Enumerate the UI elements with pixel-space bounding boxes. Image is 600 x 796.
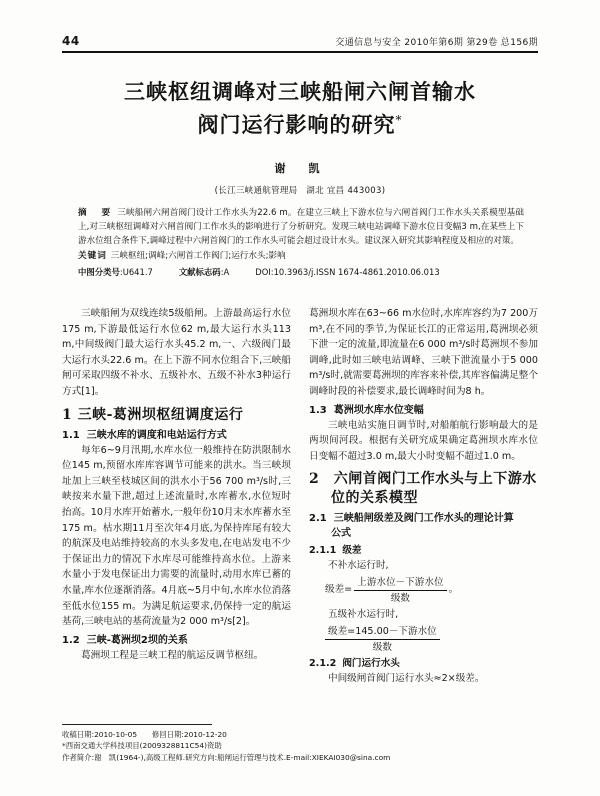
condition-five-level-supply: 五级补水运行时, [328, 608, 399, 620]
section-1-1-title: 三峡水库的调度和电站运行方式 [86, 429, 227, 441]
clc-group: 中图分类号:U641.7 [78, 266, 153, 277]
formula-1-denominator: 级数 [390, 592, 410, 604]
section-2-1-title-line-1: 三峡船闸级差及阀门工作水头的理论计算 [333, 513, 514, 525]
formula-2-fraction [325, 625, 440, 654]
author-name: 谢 凯 [274, 162, 326, 175]
section-2-title-line-1: 2 六闸首阀门工作水头与上下游水 [309, 471, 537, 488]
formula-2-denominator: 级数 [372, 641, 392, 653]
section-2-1-2-heading [309, 656, 538, 671]
abstract-paragraph [78, 206, 524, 249]
section-2-1-2-paragraph: 中间级闸首阀门运行水头≈2×级差。 [328, 672, 485, 684]
section-2-1-2-number: 2.1.2 [309, 657, 337, 669]
right-continuation-paragraph: 葛洲坝水库在63~66 m水位时,水库库容约为7 200万m³,在不同的季节,为保证长江的正常运用,葛洲坝必须下泄一定的流量,即流量在6 000 m³/s时葛洲坝不参加调峰,此时如三峡电站调峰、三峡下泄流量小于5 000 m³/s时,就需要葛洲坝的库容来补偿,其库容偏满足整个调峰时段的补偿要求,最长调峰时间为8 h。 [309, 308, 538, 397]
title-footnote-mark: * [395, 113, 403, 127]
right-column [309, 306, 538, 736]
footnote-dates: 收稿日期:2010-10-05 修回日期:2010-12-20 [62, 730, 227, 739]
section-2-1-title-line-2: 公式 [331, 528, 351, 540]
title-line-2 [62, 106, 538, 139]
footnote-rule [62, 724, 212, 725]
section-1-3-number: 1.3 [309, 404, 327, 416]
body-columns [62, 306, 538, 736]
header-rule [62, 51, 538, 53]
section-1-2-title: 三峡-葛洲坝2坝的关系 [86, 634, 188, 646]
classification-line [78, 265, 524, 279]
section-2-1-heading [309, 511, 538, 541]
section-2-title-line-2: 位的关系模型 [331, 490, 418, 507]
keywords-text: 三峡枢纽;调峰;六闸首工作阀门;运行水头;影响 [110, 250, 286, 261]
author-affiliation: (长江三峡通航管理局 湖北 宜昌 443003) [214, 186, 386, 196]
formula-2-numerator: 级差=145.00－下游水位 [325, 625, 440, 640]
doc-code-group: 文献标志码:A [178, 266, 230, 277]
left-column [62, 306, 291, 736]
clc-value: U641.7 [122, 266, 153, 277]
abstract-block [78, 206, 524, 279]
section-1-3-heading [309, 403, 538, 418]
received-label: 收稿日期 [62, 730, 92, 739]
title-line-1: 三峡枢纽调峰对三峡船闸六闸首输水 [124, 79, 476, 104]
running-head [62, 34, 538, 48]
abstract-label: 摘 要 [78, 208, 114, 218]
footnote-block [62, 729, 538, 763]
section-1-3-title: 葛洲坝水库水位变幅 [333, 404, 424, 416]
section-1-2-heading [62, 633, 291, 648]
formula-1-fraction [354, 576, 446, 605]
section-1-1-heading [62, 428, 291, 443]
condition-no-supply: 不补水运行时, [328, 560, 389, 572]
footnote-author-note: 作者简介:谢 凯(1964-),高级工程师.研究方向:船闸运行管理与技术.E-mail:XIEKAI030@sina.com [62, 752, 391, 762]
title-line-2-text: 阀门运行影响的研究 [197, 112, 396, 137]
keywords-paragraph [78, 249, 524, 263]
section-1-heading: 1 三峡-葛洲坝枢纽调度运行 [62, 406, 244, 423]
page-number: 44 [62, 34, 80, 48]
clc-label: 中图分类号 [78, 266, 120, 277]
formula-1-tail: 。 [448, 584, 459, 596]
received-date: 2010-10-05 [94, 730, 138, 739]
section-2-1-1-number: 2.1.1 [309, 545, 337, 557]
section-1-2-paragraph: 葛洲坝工程是三峡工程的航运反调节枢纽。 [81, 649, 264, 661]
section-2-1-2-title: 阀门运行水头 [342, 657, 400, 669]
section-2-heading [309, 470, 538, 508]
section-2-1-number: 2.1 [309, 513, 327, 525]
doi-value: DOI:10.3963/j.ISSN 1674-4861.2010.06.013 [255, 266, 440, 277]
section-2-1-1-heading [309, 543, 538, 558]
section-1-1-number: 1.1 [62, 429, 80, 441]
doc-code-label: 文献标志码 [178, 266, 221, 277]
footnote-fund: *西南交通大学科技项目(2009328811C54)资助 [62, 741, 222, 751]
intro-paragraph: 三峡船闸为双线连续5级船闸。上游最高运行水位175 m,下游最低运行水位62 m,最大运行水头113 m,中间级阀门最大运行水头45.2 m,一、六级阀门最大运行水头22.6 m。在上下游不同水位组合下,三峡船闸可采取四级不补水、五级补水、五级不补水3种运行方式[1]。 [62, 308, 291, 397]
abstract-text: 三峡船闸六闸首阀门设计工作水头为22.6 m。在建立三峡上下游水位与六闸首阀门工作水头关系模型基础上,对三峡枢纽调峰对六闸首阀门工作水头的影响进行了分析研究。发现三峡电站调峰下游水位日变幅3 m,在某些上下游水位组合条件下,调峰过程中六闸首阀门的工作水头可能会超过设计水头。建议深入研究其影响程度及相应的对策。 [78, 208, 524, 247]
formula-1-lhs: 级差= [325, 584, 353, 596]
journal-info: 交通信息与安全 2010年第6期 第29卷 总156期 [335, 38, 538, 48]
keywords-label: 关键词 [78, 250, 107, 261]
doc-code-value: A [223, 266, 230, 277]
formula-level-difference-2 [309, 625, 538, 654]
section-1-3-paragraph: 三峡电站实施日调节时,对船舶航行影响最大的是两坝间河段。根据有关研究成果确定葛洲坝水库水位日变幅不超过3.0 m,最大小时变幅不超过1.0 m。 [309, 419, 538, 462]
page-title [62, 78, 538, 139]
section-1-1-paragraph: 每年6~9月汛期,水库水位一般维持在防洪限制水位145 m,预留水库库容调节可能来的洪水。当三峡坝址加上三峡至枝城区间的洪水小于56 700 m³/s时,三峡按来水量下泄,超过上述流量时,水库蓄水,水位短时抬高。10月水库开始蓄水,一般年份10月末水库蓄水至175 m。枯水期11月至次年4月底,为保持库尾有较大的航深及电站维持较高的水头多发电,在电站发电不少于保证出力的情况下水库尽可能维持高水位。上游来水量小于发电保证出力需要的流量时,动用水库已蓄的水量,库水位逐渐消落。4月底~5月中旬,水库水位消落至低水位155 m。为满足航运要求,仍保持一定的航运基荷,三峡电站的基荷流量为2 000 m³/s[2]。 [62, 444, 291, 628]
section-2-1-1-title: 级差 [342, 545, 362, 557]
section-1-2-number: 1.2 [62, 634, 80, 646]
revised-date: 2010-12-20 [183, 730, 227, 739]
formula-1-numerator: 上游水位－下游水位 [354, 576, 446, 591]
formula-level-difference-1 [309, 576, 538, 605]
revised-label: 修回日期 [151, 730, 182, 739]
